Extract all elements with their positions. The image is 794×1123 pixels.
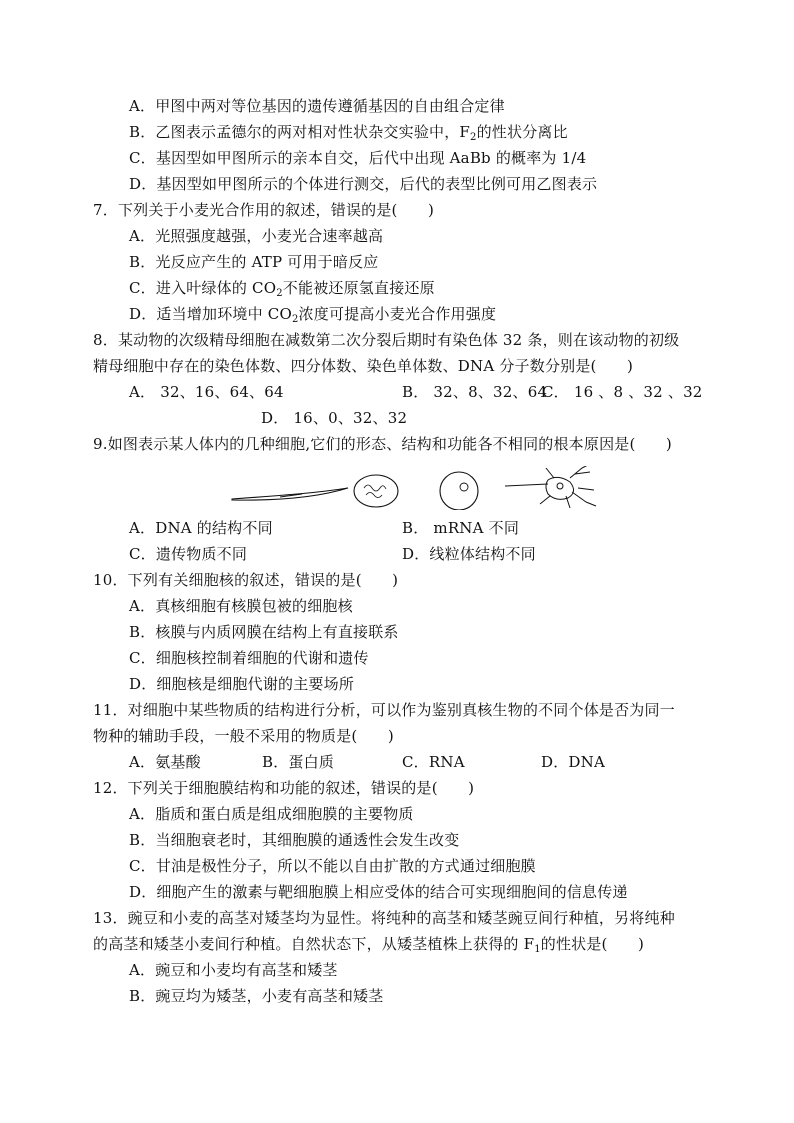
q6-option-d: D．基因型如甲图所示的个体进行测交，后代的表型比例可用乙图表示 (129, 175, 598, 193)
q12-option-c: C．甘油是极性分子，所以不能以自由扩散的方式通过细胞膜 (129, 857, 536, 875)
q13-stem-line2: 的高茎和矮茎小麦间行种植。自然状态下，从矮茎植株上获得的 $F_1$的性状是( ) (93, 935, 645, 955)
q8-option-d: D． 16、0、32、32 (261, 409, 408, 427)
q11-option-b: B．蛋白质 (262, 753, 335, 771)
q7-option-c: C．进入叶绿体的 $CO_2$不能被还原氢直接还原 (129, 279, 435, 299)
nucleated-cell-icon (440, 472, 478, 510)
q11-option-d: D．DNA (541, 753, 606, 771)
cells-figure (230, 466, 610, 510)
q11-option-a: A．氨基酸 (129, 753, 201, 771)
q7-option-d: D．适当增加环境中 $CO_2$浓度可提高小麦光合作用强度 (129, 305, 497, 325)
q12-option-a: A．脂质和蛋白质是组成细胞膜的主要物质 (129, 805, 414, 823)
q9-stem: 9.如图表示某人体内的几种细胞,它们的形态、结构和功能各不相同的根本原因是( ) (93, 435, 672, 453)
q12-option-b: B．当细胞衰老时，其细胞膜的通透性会发生改变 (129, 831, 460, 849)
q8-option-c: C． 16 、8 、32 、32 (542, 383, 703, 401)
q6-option-c: C．基因型如甲图所示的亲本自交，后代中出现 AaBb 的概率为 1/4 (129, 149, 587, 167)
q9-option-c: C．遗传物质不同 (129, 545, 248, 563)
q7-option-b: B．光反应产生的 ATP 可用于暗反应 (129, 253, 379, 271)
q6-option-a: A．甲图中两对等位基因的遗传遵循基因的自由组合定律 (129, 97, 505, 115)
q7-option-a: A．光照强度越强，小麦光合速率越高 (129, 227, 384, 245)
q10-option-d: D．细胞核是细胞代谢的主要场所 (129, 675, 355, 693)
q8-option-a: A． 32、16、64、64 (129, 383, 284, 401)
q12-option-d: D．细胞产生的激素与靶细胞膜上相应受体的结合可实现细胞间的信息传递 (129, 883, 628, 901)
q11-stem-line2: 物种的辅助手段，一般不采用的物质是( ) (93, 727, 394, 745)
q10-option-c: C．细胞核控制着细胞的代谢和遗传 (129, 649, 369, 667)
q8-option-b: B． 32、8、32、64 (402, 383, 548, 401)
neuron-icon (505, 466, 596, 508)
q10-option-a: A．真核细胞有核膜包被的细胞核 (129, 597, 353, 615)
q10-option-b: B．核膜与内质网膜在结构上有直接联系 (129, 623, 399, 641)
q9-option-a: A．DNA 的结构不同 (129, 519, 273, 537)
q12-stem: 12．下列关于细胞膜结构和功能的叙述，错误的是( ) (93, 779, 475, 797)
q6-option-b: B．乙图表示孟德尔的两对相对性状杂交实验中，$F_2$的性状分离比 (129, 123, 568, 143)
q9-option-d: D．线粒体结构不同 (402, 545, 536, 563)
q13-option-a: A．豌豆和小麦均有高茎和矮茎 (129, 961, 338, 979)
q8-stem-line2: 精母细胞中存在的染色体数、四分体数、染色单体数、DNA 分子数分别是( ) (93, 357, 634, 375)
spindle-cell-icon (232, 488, 348, 500)
q11-option-c: C．RNA (402, 753, 465, 771)
q13-option-b: B．豌豆均为矮茎，小麦有高茎和矮茎 (129, 987, 384, 1005)
round-cell-icon (354, 475, 398, 507)
q11-stem-line1: 11．对细胞中某些物质的结构进行分析，可以作为鉴别真核生物的不同个体是否为同一 (93, 701, 675, 719)
q9-option-b: B． mRNA 不同 (402, 519, 520, 537)
q7-stem: 7．下列关于小麦光合作用的叙述，错误的是( ) (93, 201, 435, 219)
q10-stem: 10．下列有关细胞核的叙述，错误的是( ) (93, 571, 399, 589)
q8-stem-line1: 8．某动物的次级精母细胞在减数第二次分裂后期时有染色体 32 条，则在该动物的初级 (93, 331, 680, 349)
q13-stem-line1: 13．豌豆和小麦的高茎对矮茎均为显性。将纯种的高茎和矮茎豌豆间行种植，另将纯种 (93, 909, 675, 927)
